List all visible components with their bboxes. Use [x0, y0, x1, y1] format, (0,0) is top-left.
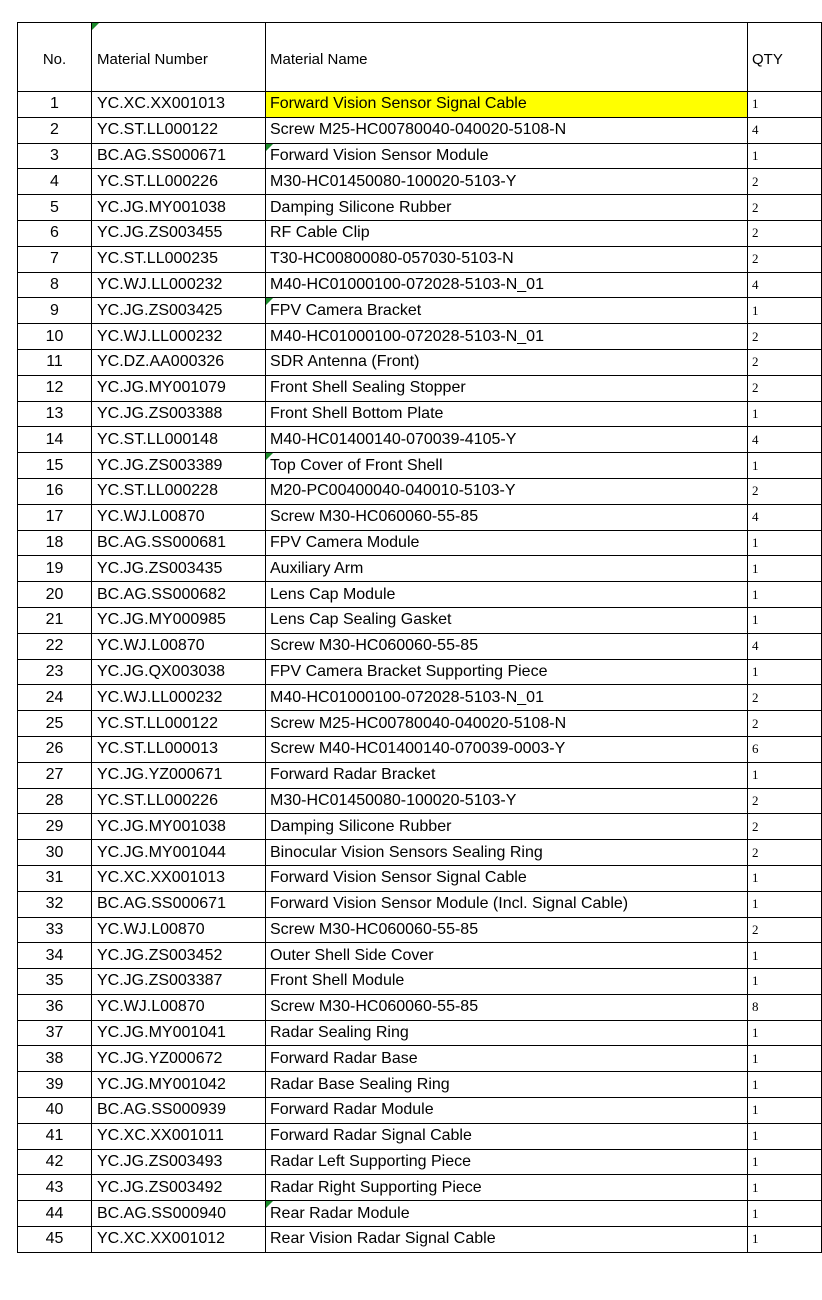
- cell-material-name[interactable]: FPV Camera Bracket Supporting Piece: [266, 659, 748, 685]
- cell-material-name[interactable]: Radar Base Sealing Ring: [266, 1072, 748, 1098]
- cell-material-number[interactable]: YC.JG.MY000985: [92, 607, 266, 633]
- cell-material-number[interactable]: YC.XC.XX001012: [92, 1227, 266, 1253]
- cell-qty[interactable]: 1: [748, 401, 822, 427]
- cell-material-name[interactable]: Front Shell Bottom Plate: [266, 401, 748, 427]
- cell-material-name[interactable]: Outer Shell Side Cover: [266, 943, 748, 969]
- cell-material-number[interactable]: YC.ST.LL000226: [92, 169, 266, 195]
- cell-material-name[interactable]: M40-HC01400140-070039-4105-Y: [266, 427, 748, 453]
- cell-qty[interactable]: 2: [748, 246, 822, 272]
- table-row[interactable]: [18, 530, 822, 556]
- table-row[interactable]: [18, 1098, 822, 1124]
- cell-no[interactable]: 13: [18, 401, 92, 427]
- cell-material-number[interactable]: YC.JG.QX003038: [92, 659, 266, 685]
- cell-qty[interactable]: 1: [748, 891, 822, 917]
- cell-material-number[interactable]: YC.JG.ZS003425: [92, 298, 266, 324]
- cell-material-name[interactable]: FPV Camera Bracket: [266, 298, 748, 324]
- cell-no[interactable]: 3: [18, 143, 92, 169]
- table-row[interactable]: [18, 762, 822, 788]
- cell-no[interactable]: 15: [18, 453, 92, 479]
- cell-material-number[interactable]: YC.ST.LL000122: [92, 711, 266, 737]
- cell-material-number[interactable]: YC.JG.ZS003389: [92, 453, 266, 479]
- cell-material-number[interactable]: YC.JG.ZS003452: [92, 943, 266, 969]
- cell-qty[interactable]: 4: [748, 633, 822, 659]
- table-row[interactable]: [18, 143, 822, 169]
- cell-material-name[interactable]: M40-HC01000100-072028-5103-N_01: [266, 272, 748, 298]
- cell-material-name[interactable]: Rear Radar Module: [266, 1201, 748, 1227]
- cell-material-name[interactable]: Screw M30-HC060060-55-85: [266, 917, 748, 943]
- cell-no[interactable]: 6: [18, 220, 92, 246]
- cell-material-number[interactable]: YC.JG.YZ000672: [92, 1046, 266, 1072]
- cell-material-number[interactable]: YC.WJ.L00870: [92, 994, 266, 1020]
- cell-qty[interactable]: 1: [748, 582, 822, 608]
- cell-material-number[interactable]: YC.JG.ZS003387: [92, 969, 266, 995]
- cell-material-name[interactable]: Screw M25-HC00780040-040020-5108-N: [266, 117, 748, 143]
- table-row[interactable]: [18, 685, 822, 711]
- table-row[interactable]: [18, 220, 822, 246]
- table-row[interactable]: [18, 607, 822, 633]
- cell-no[interactable]: 18: [18, 530, 92, 556]
- table-row[interactable]: [18, 1201, 822, 1227]
- cell-qty[interactable]: 1: [748, 1072, 822, 1098]
- cell-no[interactable]: 9: [18, 298, 92, 324]
- cell-no[interactable]: 17: [18, 504, 92, 530]
- cell-no[interactable]: 44: [18, 1201, 92, 1227]
- table-row[interactable]: [18, 736, 822, 762]
- cell-no[interactable]: 27: [18, 762, 92, 788]
- table-row[interactable]: [18, 1072, 822, 1098]
- cell-material-name[interactable]: Screw M30-HC060060-55-85: [266, 994, 748, 1020]
- cell-material-number[interactable]: YC.ST.LL000122: [92, 117, 266, 143]
- cell-material-number[interactable]: YC.ST.LL000013: [92, 736, 266, 762]
- cell-material-name[interactable]: Forward Vision Sensor Signal Cable: [266, 865, 748, 891]
- cell-no[interactable]: 45: [18, 1227, 92, 1253]
- cell-material-number[interactable]: YC.WJ.L00870: [92, 917, 266, 943]
- cell-qty[interactable]: 2: [748, 375, 822, 401]
- cell-qty[interactable]: 2: [748, 814, 822, 840]
- cell-no[interactable]: 30: [18, 840, 92, 866]
- cell-material-name[interactable]: M40-HC01000100-072028-5103-N_01: [266, 685, 748, 711]
- cell-material-name[interactable]: M30-HC01450080-100020-5103-Y: [266, 788, 748, 814]
- cell-no[interactable]: 31: [18, 865, 92, 891]
- table-row[interactable]: [18, 840, 822, 866]
- cell-material-number[interactable]: BC.AG.SS000940: [92, 1201, 266, 1227]
- cell-material-name[interactable]: Radar Sealing Ring: [266, 1020, 748, 1046]
- table-row[interactable]: [18, 324, 822, 350]
- cell-material-number[interactable]: YC.JG.ZS003493: [92, 1149, 266, 1175]
- cell-qty[interactable]: 8: [748, 994, 822, 1020]
- cell-qty[interactable]: 1: [748, 1201, 822, 1227]
- cell-no[interactable]: 25: [18, 711, 92, 737]
- cell-no[interactable]: 26: [18, 736, 92, 762]
- table-row[interactable]: [18, 1123, 822, 1149]
- header-material-number[interactable]: Material Number: [92, 23, 266, 92]
- cell-qty[interactable]: 1: [748, 1046, 822, 1072]
- cell-material-number[interactable]: BC.AG.SS000682: [92, 582, 266, 608]
- cell-material-name[interactable]: Forward Radar Module: [266, 1098, 748, 1124]
- cell-material-name[interactable]: SDR Antenna (Front): [266, 349, 748, 375]
- cell-material-number[interactable]: YC.JG.MY001041: [92, 1020, 266, 1046]
- cell-qty[interactable]: 1: [748, 943, 822, 969]
- cell-qty[interactable]: 2: [748, 788, 822, 814]
- cell-no[interactable]: 14: [18, 427, 92, 453]
- table-row[interactable]: [18, 969, 822, 995]
- cell-material-number[interactable]: BC.AG.SS000671: [92, 143, 266, 169]
- cell-material-number[interactable]: YC.WJ.LL000232: [92, 324, 266, 350]
- cell-material-number[interactable]: YC.JG.MY001038: [92, 814, 266, 840]
- cell-qty[interactable]: 1: [748, 1227, 822, 1253]
- cell-qty[interactable]: 1: [748, 1020, 822, 1046]
- cell-material-name[interactable]: Damping Silicone Rubber: [266, 814, 748, 840]
- table-row[interactable]: [18, 453, 822, 479]
- cell-material-name[interactable]: RF Cable Clip: [266, 220, 748, 246]
- cell-material-name[interactable]: Front Shell Module: [266, 969, 748, 995]
- cell-no[interactable]: 38: [18, 1046, 92, 1072]
- cell-no[interactable]: 39: [18, 1072, 92, 1098]
- cell-qty[interactable]: 2: [748, 478, 822, 504]
- cell-no[interactable]: 37: [18, 1020, 92, 1046]
- table-row[interactable]: [18, 556, 822, 582]
- table-row[interactable]: [18, 298, 822, 324]
- cell-material-number[interactable]: YC.ST.LL000226: [92, 788, 266, 814]
- cell-material-name[interactable]: T30-HC00800080-057030-5103-N: [266, 246, 748, 272]
- cell-material-number[interactable]: YC.XC.XX001011: [92, 1123, 266, 1149]
- cell-material-number[interactable]: YC.JG.YZ000671: [92, 762, 266, 788]
- cell-material-name[interactable]: Radar Right Supporting Piece: [266, 1175, 748, 1201]
- bom-body: [18, 92, 822, 1253]
- table-row[interactable]: [18, 633, 822, 659]
- table-row[interactable]: [18, 943, 822, 969]
- cell-qty[interactable]: 4: [748, 117, 822, 143]
- cell-no[interactable]: 32: [18, 891, 92, 917]
- cell-material-number[interactable]: YC.JG.MY001042: [92, 1072, 266, 1098]
- cell-qty[interactable]: 2: [748, 220, 822, 246]
- cell-no[interactable]: 23: [18, 659, 92, 685]
- cell-no[interactable]: 12: [18, 375, 92, 401]
- header-material-name[interactable]: Material Name: [266, 23, 748, 92]
- table-row[interactable]: [18, 994, 822, 1020]
- table-row[interactable]: [18, 891, 822, 917]
- cell-material-name[interactable]: Forward Vision Sensor Signal Cable: [266, 92, 748, 118]
- cell-no[interactable]: 41: [18, 1123, 92, 1149]
- cell-qty[interactable]: 1: [748, 762, 822, 788]
- table-row[interactable]: [18, 814, 822, 840]
- cell-qty[interactable]: 1: [748, 659, 822, 685]
- table-row[interactable]: [18, 478, 822, 504]
- table-row[interactable]: [18, 582, 822, 608]
- cell-material-name[interactable]: Screw M30-HC060060-55-85: [266, 633, 748, 659]
- table-row[interactable]: [18, 711, 822, 737]
- cell-no[interactable]: 34: [18, 943, 92, 969]
- cell-material-number[interactable]: BC.AG.SS000939: [92, 1098, 266, 1124]
- cell-material-name[interactable]: Binocular Vision Sensors Sealing Ring: [266, 840, 748, 866]
- cell-material-number[interactable]: YC.WJ.L00870: [92, 633, 266, 659]
- cell-qty[interactable]: 1: [748, 298, 822, 324]
- cell-no[interactable]: 28: [18, 788, 92, 814]
- cell-no[interactable]: 42: [18, 1149, 92, 1175]
- table-row[interactable]: [18, 272, 822, 298]
- table-row[interactable]: [18, 117, 822, 143]
- cell-material-number[interactable]: BC.AG.SS000671: [92, 891, 266, 917]
- cell-material-number[interactable]: BC.AG.SS000681: [92, 530, 266, 556]
- cell-no[interactable]: 10: [18, 324, 92, 350]
- table-row[interactable]: [18, 169, 822, 195]
- cell-material-number[interactable]: YC.ST.LL000235: [92, 246, 266, 272]
- table-row[interactable]: [18, 92, 822, 118]
- cell-qty[interactable]: 2: [748, 195, 822, 221]
- cell-qty[interactable]: 6: [748, 736, 822, 762]
- cell-qty[interactable]: 1: [748, 92, 822, 118]
- table-row[interactable]: [18, 427, 822, 453]
- cell-material-name[interactable]: Screw M40-HC01400140-070039-0003-Y: [266, 736, 748, 762]
- cell-material-name[interactable]: Forward Radar Base: [266, 1046, 748, 1072]
- cell-no[interactable]: 22: [18, 633, 92, 659]
- cell-material-number[interactable]: YC.WJ.L00870: [92, 504, 266, 530]
- table-row[interactable]: [18, 1020, 822, 1046]
- table-row[interactable]: [18, 375, 822, 401]
- table-row[interactable]: [18, 917, 822, 943]
- cell-material-name[interactable]: Forward Radar Bracket: [266, 762, 748, 788]
- cell-material-name[interactable]: M20-PC00400040-040010-5103-Y: [266, 478, 748, 504]
- cell-material-name[interactable]: M40-HC01000100-072028-5103-N_01: [266, 324, 748, 350]
- cell-material-name[interactable]: Forward Radar Signal Cable: [266, 1123, 748, 1149]
- table-row[interactable]: [18, 1175, 822, 1201]
- table-row[interactable]: [18, 865, 822, 891]
- cell-qty[interactable]: 2: [748, 349, 822, 375]
- cell-material-name[interactable]: Forward Vision Sensor Module (Incl. Signal Cable): [266, 891, 748, 917]
- cell-material-name[interactable]: Front Shell Sealing Stopper: [266, 375, 748, 401]
- cell-material-number[interactable]: YC.XC.XX001013: [92, 92, 266, 118]
- cell-material-number[interactable]: YC.JG.MY001079: [92, 375, 266, 401]
- cell-material-name[interactable]: Forward Vision Sensor Module: [266, 143, 748, 169]
- bom-table: [17, 22, 822, 1253]
- cell-material-name[interactable]: M30-HC01450080-100020-5103-Y: [266, 169, 748, 195]
- header-no[interactable]: No.: [18, 23, 92, 92]
- cell-material-name[interactable]: FPV Camera Module: [266, 530, 748, 556]
- cell-material-name[interactable]: Auxiliary Arm: [266, 556, 748, 582]
- cell-material-name[interactable]: Lens Cap Sealing Gasket: [266, 607, 748, 633]
- cell-qty[interactable]: 2: [748, 169, 822, 195]
- cell-material-number[interactable]: YC.ST.LL000148: [92, 427, 266, 453]
- table-row[interactable]: [18, 246, 822, 272]
- cell-no[interactable]: 1: [18, 92, 92, 118]
- cell-qty[interactable]: 1: [748, 556, 822, 582]
- cell-material-number[interactable]: YC.JG.ZS003455: [92, 220, 266, 246]
- cell-qty[interactable]: 2: [748, 711, 822, 737]
- cell-material-number[interactable]: YC.WJ.LL000232: [92, 685, 266, 711]
- table-row[interactable]: [18, 349, 822, 375]
- table-row[interactable]: [18, 1227, 822, 1253]
- cell-qty[interactable]: 2: [748, 840, 822, 866]
- cell-no[interactable]: 4: [18, 169, 92, 195]
- cell-qty[interactable]: 1: [748, 453, 822, 479]
- cell-material-number[interactable]: YC.ST.LL000228: [92, 478, 266, 504]
- cell-material-number[interactable]: YC.XC.XX001013: [92, 865, 266, 891]
- cell-no[interactable]: 20: [18, 582, 92, 608]
- cell-material-number[interactable]: YC.JG.MY001038: [92, 195, 266, 221]
- header-row: [18, 23, 822, 92]
- cell-no[interactable]: 29: [18, 814, 92, 840]
- header-qty[interactable]: QTY: [748, 23, 822, 92]
- cell-qty[interactable]: 1: [748, 865, 822, 891]
- cell-no[interactable]: 33: [18, 917, 92, 943]
- cell-qty[interactable]: 4: [748, 427, 822, 453]
- cell-no[interactable]: 24: [18, 685, 92, 711]
- cell-qty[interactable]: 2: [748, 685, 822, 711]
- cell-material-number[interactable]: YC.JG.MY001044: [92, 840, 266, 866]
- cell-qty[interactable]: 1: [748, 1098, 822, 1124]
- cell-no[interactable]: 21: [18, 607, 92, 633]
- cell-qty[interactable]: 4: [748, 272, 822, 298]
- cell-qty[interactable]: 1: [748, 607, 822, 633]
- cell-no[interactable]: 43: [18, 1175, 92, 1201]
- cell-no[interactable]: 2: [18, 117, 92, 143]
- cell-no[interactable]: 5: [18, 195, 92, 221]
- cell-material-name[interactable]: Lens Cap Module: [266, 582, 748, 608]
- cell-material-number[interactable]: YC.JG.ZS003435: [92, 556, 266, 582]
- cell-no[interactable]: 16: [18, 478, 92, 504]
- cell-qty[interactable]: 1: [748, 1149, 822, 1175]
- table-row[interactable]: [18, 401, 822, 427]
- cell-qty[interactable]: 1: [748, 1175, 822, 1201]
- cell-qty[interactable]: 4: [748, 504, 822, 530]
- cell-material-name[interactable]: Screw M25-HC00780040-040020-5108-N: [266, 711, 748, 737]
- table-row[interactable]: [18, 788, 822, 814]
- cell-no[interactable]: 7: [18, 246, 92, 272]
- cell-qty[interactable]: 1: [748, 969, 822, 995]
- cell-material-name[interactable]: Radar Left Supporting Piece: [266, 1149, 748, 1175]
- cell-qty[interactable]: 1: [748, 143, 822, 169]
- cell-no[interactable]: 11: [18, 349, 92, 375]
- cell-no[interactable]: 35: [18, 969, 92, 995]
- table-row[interactable]: [18, 659, 822, 685]
- cell-material-name[interactable]: Rear Vision Radar Signal Cable: [266, 1227, 748, 1253]
- cell-qty[interactable]: 1: [748, 530, 822, 556]
- cell-no[interactable]: 40: [18, 1098, 92, 1124]
- cell-no[interactable]: 36: [18, 994, 92, 1020]
- table-row[interactable]: [18, 195, 822, 221]
- cell-material-number[interactable]: YC.WJ.LL000232: [92, 272, 266, 298]
- cell-material-number[interactable]: YC.JG.ZS003492: [92, 1175, 266, 1201]
- cell-no[interactable]: 8: [18, 272, 92, 298]
- cell-qty[interactable]: 1: [748, 1123, 822, 1149]
- cell-no[interactable]: 19: [18, 556, 92, 582]
- cell-material-name[interactable]: Screw M30-HC060060-55-85: [266, 504, 748, 530]
- cell-qty[interactable]: 2: [748, 917, 822, 943]
- table-row[interactable]: [18, 1046, 822, 1072]
- cell-qty[interactable]: 2: [748, 324, 822, 350]
- table-row[interactable]: [18, 504, 822, 530]
- cell-material-name[interactable]: Top Cover of Front Shell: [266, 453, 748, 479]
- cell-material-number[interactable]: YC.JG.ZS003388: [92, 401, 266, 427]
- cell-material-name[interactable]: Damping Silicone Rubber: [266, 195, 748, 221]
- cell-material-number[interactable]: YC.DZ.AA000326: [92, 349, 266, 375]
- table-row[interactable]: [18, 1149, 822, 1175]
